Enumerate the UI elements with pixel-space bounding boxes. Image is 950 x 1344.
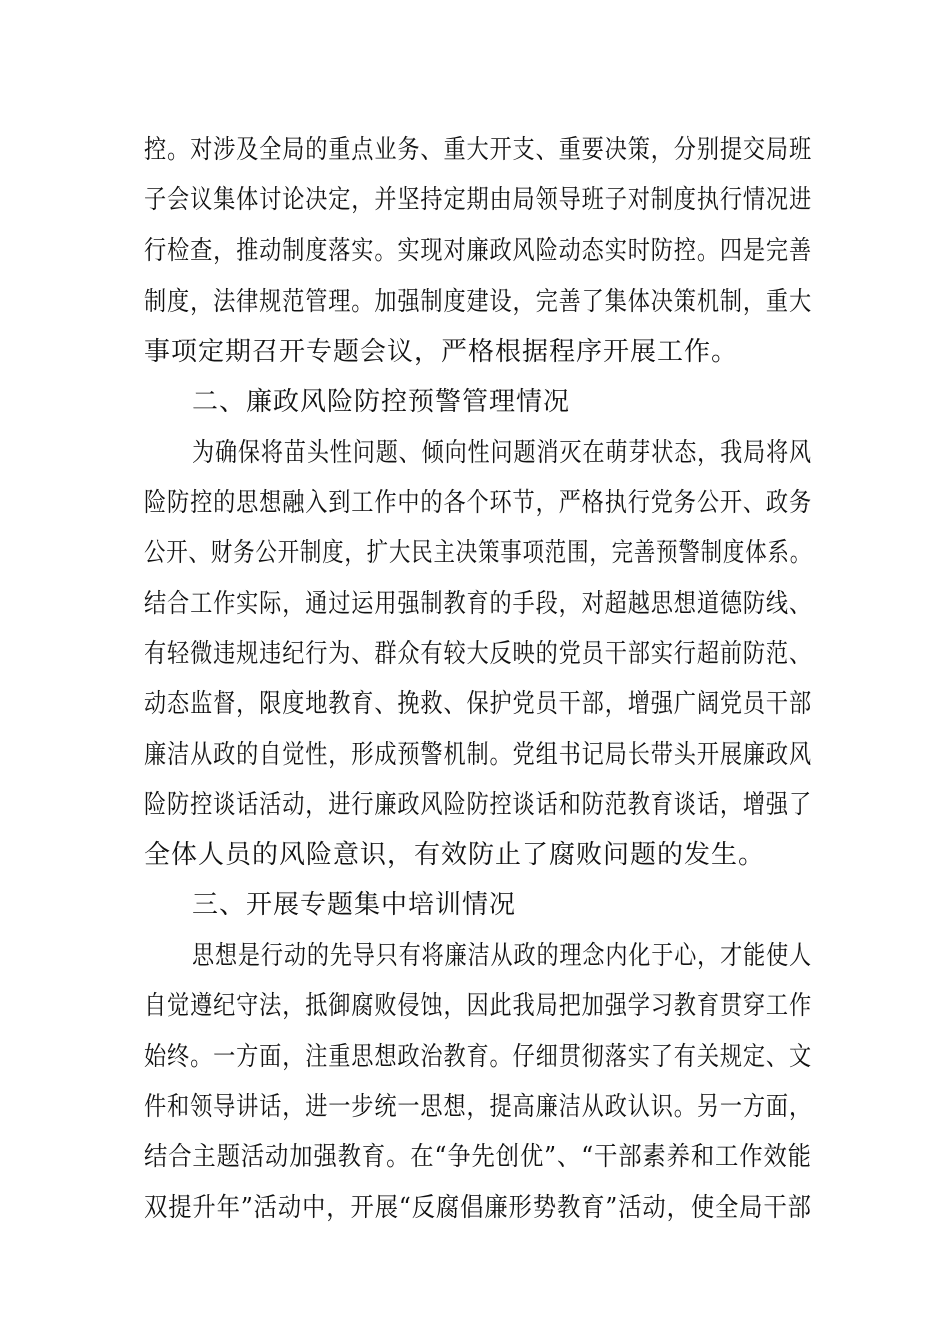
body-text-line: 险防控的思想融入到工作中的各个环节，严格执行党务公开、政务 bbox=[144, 488, 813, 518]
body-text-line: 廉洁从政的自觉性，形成预警机制。党组书记局长带头开展廉政风 bbox=[144, 740, 813, 770]
body-text-line: 结合主题活动加强教育。在“争先创优”、“干部素养和工作效能 bbox=[144, 1142, 812, 1172]
body-text-line: 子会议集体讨论决定，并坚持定期由局领导班子对制度执行情况进 bbox=[144, 185, 813, 215]
body-text-line: 动态监督，限度地教育、挽救、保护党员干部，增强广阔党员干部 bbox=[144, 689, 813, 719]
body-text-line: 自觉遵纪守法，抵御腐败侵蚀，因此我局把加强学习教育贯穿工作 bbox=[144, 991, 813, 1021]
body-text-line: 制度，法律规范管理。加强制度建设，完善了集体决策机制，重大 bbox=[144, 287, 813, 317]
section-heading: 三、开展专题集中培训情况 bbox=[192, 890, 517, 920]
body-text-line: 思想是行动的先导只有将廉洁从政的理念内化于心，才能使人 bbox=[192, 941, 813, 971]
body-text-line: 险防控谈话活动，进行廉政风险防控谈话和防范教育谈话，增强了 bbox=[144, 790, 813, 820]
body-text-line: 公开、财务公开制度，扩大民主决策事项范围，完善预警制度体系。 bbox=[144, 538, 813, 568]
body-text-line: 全体人员的风险意识，有效防止了腐败问题的发生。 bbox=[144, 840, 766, 870]
body-text-line: 有轻微违规违纪行为、群众有较大反映的党员干部实行超前防范、 bbox=[144, 639, 813, 669]
body-text-line: 行检查，推动制度落实。实现对廉政风险动态实时防控。四是完善 bbox=[144, 236, 813, 266]
section-heading: 二、廉政风险防控预警管理情况 bbox=[192, 387, 571, 417]
body-text-line: 为确保将苗头性问题、倾向性问题消灭在萌芽状态，我局将风 bbox=[192, 438, 813, 468]
body-text-line: 事项定期召开专题会议，严格根据程序开展工作。 bbox=[144, 337, 739, 367]
body-text-line: 结合工作实际，通过运用强制教育的手段，对超越思想道德防线、 bbox=[144, 589, 813, 619]
body-text-line: 控。对涉及全局的重点业务、重大开支、重要决策，分别提交局班 bbox=[144, 135, 813, 165]
body-text-line: 件和领导讲话，进一步统一思想，提高廉洁从政认识。另一方面， bbox=[144, 1092, 813, 1122]
body-text-line: 始终。一方面，注重思想政治教育。仔细贯彻落实了有关规定、文 bbox=[144, 1042, 813, 1072]
body-text-line: 双提升年”活动中，开展“反腐倡廉形势教育”活动，使全局干部 bbox=[144, 1193, 812, 1223]
